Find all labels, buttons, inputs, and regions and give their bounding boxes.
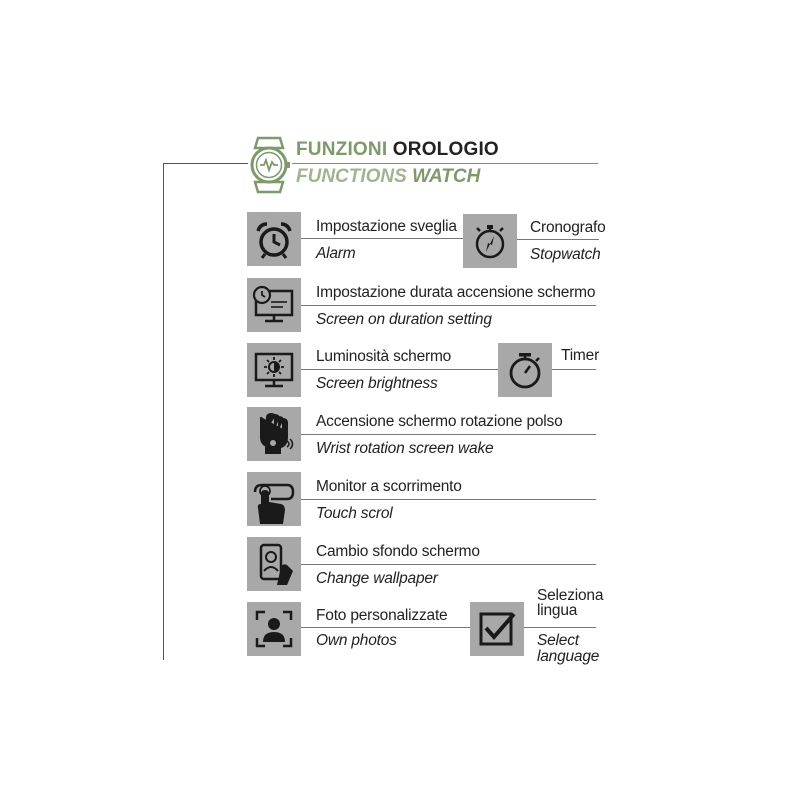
language-label-en-line2: language (537, 648, 600, 665)
wrist-rotation-icon (247, 407, 301, 461)
stopwatch-icon (463, 214, 517, 268)
title-en-bold: WATCH (412, 166, 481, 187)
photo-icon (247, 602, 301, 656)
stopwatch-label-en: Stopwatch (530, 246, 601, 263)
language-label-it (537, 588, 603, 618)
title-en-prefix: FUNCTIONS (296, 166, 407, 187)
row-divider (301, 499, 596, 500)
header-underline (292, 163, 598, 164)
touch-scroll-label-it: Monitor a scorrimento (316, 478, 462, 495)
timer-label-it: Timer (561, 347, 600, 364)
touch-scroll-icon (247, 472, 301, 526)
screen-timer-icon (247, 278, 301, 332)
row-divider (301, 238, 463, 239)
stopwatch-label-it: Cronografo (530, 219, 606, 236)
watch-icon (246, 134, 292, 196)
language-label-en (537, 633, 599, 665)
alarm-clock-icon (247, 212, 301, 266)
wallpaper-label-it: Cambio sfondo schermo (316, 543, 480, 560)
title-it-bold: OROLOGIO (392, 139, 499, 160)
row-divider (301, 369, 499, 370)
connector-header-line (163, 163, 248, 164)
row-divider (301, 434, 596, 435)
row-divider (524, 627, 596, 628)
alarm-label-en: Alarm (316, 245, 356, 262)
screen-duration-label-it: Impostazione durata accensione schermo (316, 284, 596, 301)
title-it-prefix: FUNZIONI (296, 139, 388, 160)
page-subtitle (296, 166, 480, 188)
alarm-label-it: Impostazione sveglia (316, 218, 457, 235)
photos-label-en: Own photos (316, 632, 397, 649)
brightness-label-en: Screen brightness (316, 375, 438, 392)
row-divider (301, 305, 596, 306)
language-label-en-line1: Select (537, 632, 579, 649)
wallpaper-label-en: Change wallpaper (316, 570, 438, 587)
brightness-label-it: Luminosità schermo (316, 348, 452, 365)
row-divider (301, 627, 471, 628)
language-label-it-line1: Seleziona (537, 587, 604, 604)
page-title (296, 139, 499, 161)
brightness-icon (247, 343, 301, 397)
screen-duration-label-en: Screen on duration setting (316, 311, 492, 328)
row-divider (301, 564, 596, 565)
row-divider (517, 239, 599, 240)
photos-label-it: Foto personalizzate (316, 607, 448, 624)
wrist-rotation-label-it: Accensione schermo rotazione polso (316, 413, 563, 430)
language-label-it-line2: lingua (537, 602, 578, 619)
row-divider (552, 369, 596, 370)
connector-vertical-line (163, 163, 164, 660)
timer-icon (498, 343, 552, 397)
wallpaper-icon (247, 537, 301, 591)
language-check-icon (470, 602, 524, 656)
touch-scroll-label-en: Touch scrol (316, 505, 393, 522)
wrist-rotation-label-en: Wrist rotation screen wake (316, 440, 494, 457)
